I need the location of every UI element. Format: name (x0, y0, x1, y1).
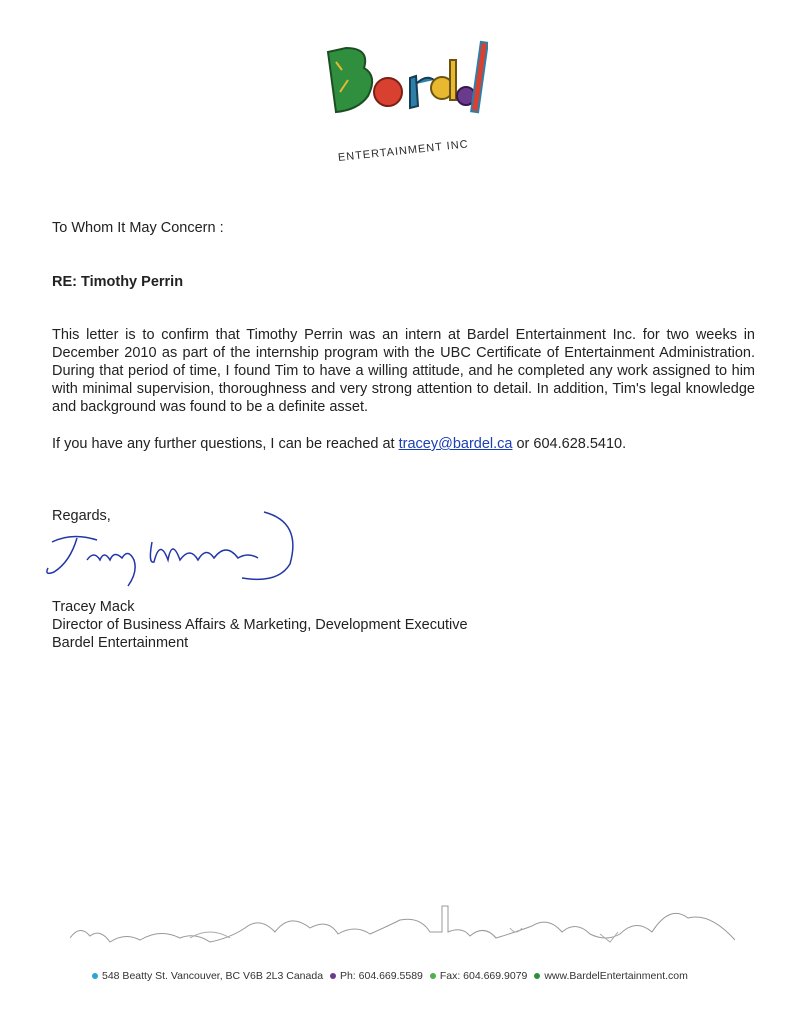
signer-block (52, 598, 468, 652)
signer-title: Director of Business Affairs & Marketing, Development Executive (52, 617, 468, 633)
closing: Regards, (52, 508, 111, 524)
logo-subtitle: ENTERTAINMENT INC (337, 138, 470, 164)
signer-company: Bardel Entertainment (52, 635, 189, 651)
bullet-dot-icon (430, 973, 436, 979)
bardel-logo-wordmark (318, 40, 488, 118)
letter-body: This letter is to confirm that Timothy Perrin was an intern at Bardel Entertainment Inc. for two weeks in December 2010 as part of the internship program with the UBC Certificate of Entertainment Administration. During that period of time, I found Tim to have a willing attitude, and he completed any work assigned to him with minimal supervision, thoroughness and very strong attention to detail. In addition, Tim's legal knowledge and background was found to be a definite asset. (52, 327, 755, 415)
footer-address-bar (88, 970, 688, 982)
footer-fax: Fax: 604.669.9079 (439, 970, 528, 982)
email-link[interactable]: tracey@bardel.ca (398, 436, 513, 452)
handwritten-signature (42, 502, 302, 592)
footer-address: 548 Beatty St. Vancouver, BC V6B 2L3 Canada (102, 970, 324, 982)
bullet-dot-icon (534, 973, 540, 979)
salutation: To Whom It May Concern : (52, 220, 224, 236)
contact-text-after: or 604.628.5410. (512, 436, 627, 452)
bardel-logo (318, 40, 488, 164)
footer-website[interactable]: www.BardelEntertainment.com (544, 970, 688, 982)
bullet-dot-icon (92, 973, 98, 979)
contact-line (52, 436, 626, 452)
contact-text-before: If you have any further questions, I can be reached at (52, 436, 399, 452)
city-skyline-illustration (70, 898, 735, 958)
subject-line: RE: Timothy Perrin (52, 274, 184, 290)
bullet-dot-icon (330, 973, 336, 979)
signer-name: Tracey Mack (52, 599, 135, 615)
footer-phone: Ph: 604.669.5589 (339, 970, 423, 982)
